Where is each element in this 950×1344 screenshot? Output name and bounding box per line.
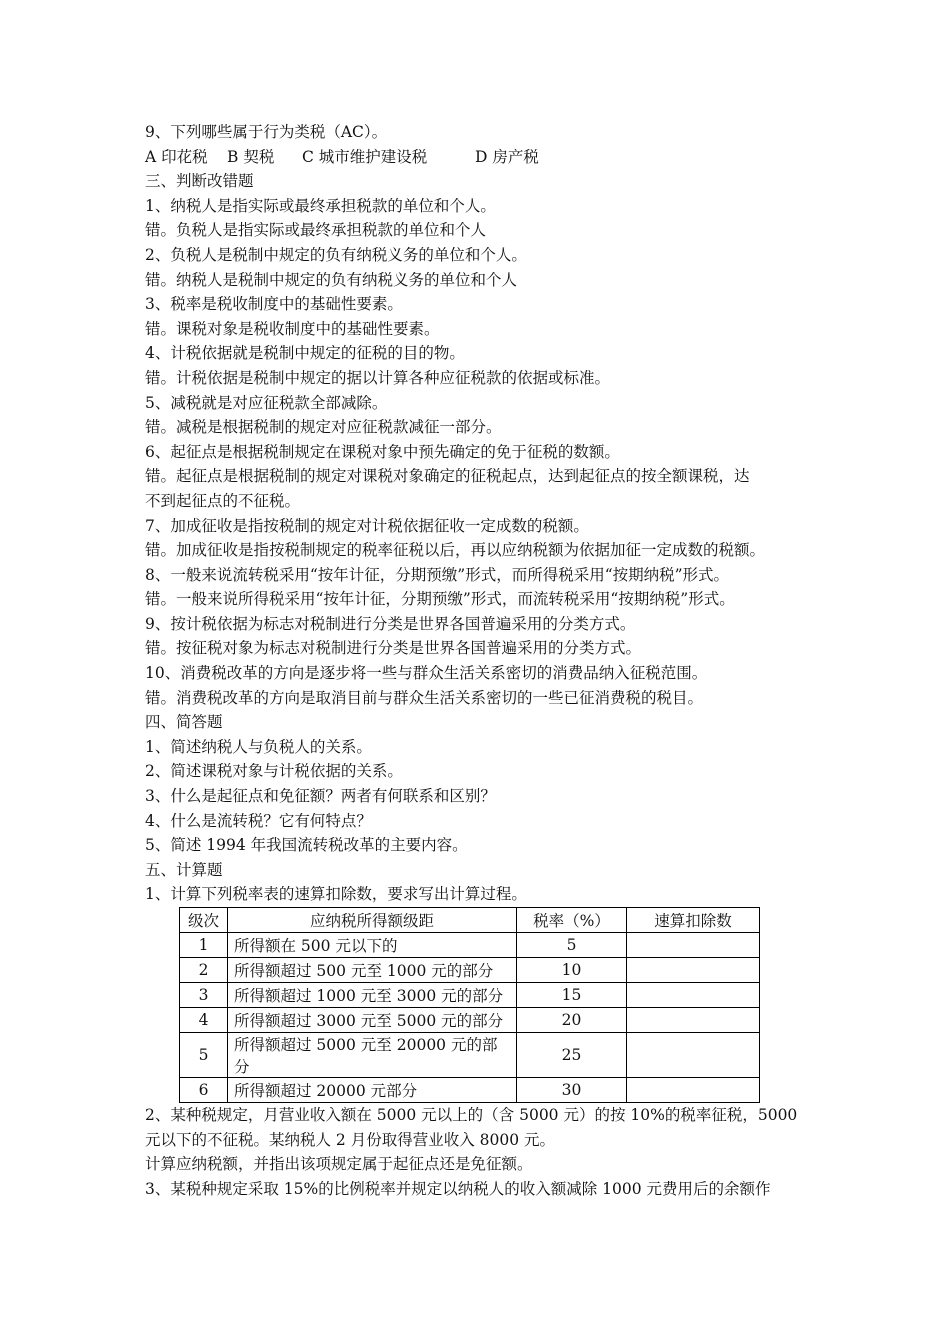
table-row [180, 1008, 760, 1033]
text-line: 错。纳税人是税制中规定的负有纳税义务的单位和个人 [145, 270, 518, 289]
cell-level: 4 [180, 1008, 228, 1033]
cell-rate: 25 [517, 1033, 627, 1078]
option-b: B 契税 [227, 147, 275, 166]
tax-rate-table [179, 907, 760, 1103]
text-line: 3、税率是税收制度中的基础性要素。 [145, 295, 403, 314]
text-line: 9、按计税依据为标志对税制进行分类是世界各国普遍采用的分类方式。 [145, 614, 636, 633]
cell-bracket: 所得额超过 1000 元至 3000 元的部分 [228, 983, 517, 1008]
text-line: 2、简述课税对象与计税依据的关系。 [145, 762, 403, 781]
table-body [180, 933, 760, 1103]
text-line: 2、某种税规定，月营业收入额在 5000 元以上的（含 5000 元）的按 10%的税率征税，5000 [145, 1106, 798, 1124]
option-c: C 城市维护建设税 [302, 147, 428, 166]
text-line: 不到起征点的不征税。 [145, 491, 301, 510]
header-bracket: 应纳税所得额级距 [228, 908, 517, 933]
option-a: A 印花税 [145, 147, 208, 166]
option-d: D 房产税 [475, 147, 539, 166]
header-level: 级次 [180, 908, 228, 933]
cell-rate: 5 [517, 933, 627, 958]
text-line: 1、简述纳税人与负税人的关系。 [145, 737, 372, 756]
table-row [180, 983, 760, 1008]
table-row [180, 933, 760, 958]
text-line: 7、加成征收是指按税制的规定对计税依据征收一定成数的税额。 [145, 516, 589, 535]
text-line: 5、减税就是对应征税款全部减除。 [145, 393, 388, 412]
cell-level: 1 [180, 933, 228, 958]
text-line: 四、简答题 [145, 713, 223, 732]
cell-rate: 15 [517, 983, 627, 1008]
text-line: 1、计算下列税率表的速算扣除数，要求写出计算过程。 [145, 885, 527, 904]
text-line: 1、纳税人是指实际或最终承担税款的单位和个人。 [145, 196, 496, 215]
text-line: 元以下的不征税。某纳税人 2 月份取得营业收入 8000 元。 [145, 1130, 556, 1149]
cell-deduction [627, 1008, 760, 1033]
text-line: 计算应纳税额，并指出该项规定属于起征点还是免征额。 [145, 1155, 533, 1174]
cell-deduction [627, 1033, 760, 1078]
table-row [180, 1078, 760, 1103]
cell-level: 2 [180, 958, 228, 983]
section-bottom [145, 1103, 815, 1201]
cell-bracket: 所得额在 500 元以下的 [228, 933, 517, 958]
text-line: 错。负税人是指实际或最终承担税款的单位和个人 [145, 221, 487, 240]
cell-level: 5 [180, 1033, 228, 1078]
cell-rate: 20 [517, 1008, 627, 1033]
text-line: 6、起征点是根据税制规定在课税对象中预先确定的免于征税的数额。 [145, 442, 620, 461]
text-line: 错。消费税改革的方向是取消目前与群众生活关系密切的一些已征消费税的税目。 [145, 688, 704, 707]
text-line: 错。起征点是根据税制的规定对课税对象确定的征税起点，达到起征点的按全额课税，达 [145, 467, 750, 486]
cell-deduction [627, 1078, 760, 1103]
text-line: 错。减税是根据税制的规定对应征税款减征一部分。 [145, 418, 502, 437]
cell-level: 6 [180, 1078, 228, 1103]
text-line: 3、某税种规定采取 15%的比例税率并规定以纳税人的收入额减除 1000 元费用后的余额作 [145, 1179, 771, 1198]
document-page [145, 120, 815, 1201]
text-line: 三、判断改错题 [145, 172, 254, 191]
text-line: 4、计税依据就是税制中规定的征税的目的物。 [145, 344, 465, 363]
table-header-row [180, 908, 760, 933]
text-line: 8、一般来说流转税采用“按年计征，分期预缴”形式，而所得税采用“按期纳税”形式。 [145, 565, 730, 584]
text-line: 错。按征税对象为标志对税制进行分类是世界各国普遍采用的分类方式。 [145, 639, 642, 658]
text-line: 错。一般来说所得税采用“按年计征，分期预缴”形式，而流转税采用“按期纳税”形式。 [145, 590, 735, 609]
text-line: 3、什么是起征点和免征额？两者有何联系和区别？ [145, 787, 496, 806]
table-row [180, 1033, 760, 1078]
text-line: 错。加成征收是指按税制规定的税率征税以后，再以应纳税额为依据加征一定成数的税额。 [145, 541, 766, 560]
header-rate: 税率（%） [517, 908, 627, 933]
text-line: 5、简述 1994 年我国流转税改革的主要内容。 [145, 836, 468, 855]
text-line: 五、计算题 [145, 860, 223, 879]
table-row [180, 958, 760, 983]
cell-bracket: 所得额超过 3000 元至 5000 元的部分 [228, 1008, 517, 1033]
text-line: 9、下列哪些属于行为类税（AC）。 [145, 123, 388, 141]
header-deduction: 速算扣除数 [627, 908, 760, 933]
cell-deduction [627, 983, 760, 1008]
cell-deduction [627, 933, 760, 958]
text-line: 错。课税对象是税收制度中的基础性要素。 [145, 319, 440, 338]
cell-deduction [627, 958, 760, 983]
cell-bracket: 所得额超过 500 元至 1000 元的部分 [228, 958, 517, 983]
text-line: 10、消费税改革的方向是逐步将一些与群众生活关系密切的消费品纳入征税范围。 [145, 664, 708, 683]
cell-rate: 30 [517, 1078, 627, 1103]
answer-options [145, 145, 815, 170]
cell-level: 3 [180, 983, 228, 1008]
text-line: 错。计税依据是税制中规定的据以计算各种应征税款的依据或标准。 [145, 368, 611, 387]
cell-rate: 10 [517, 958, 627, 983]
text-line: 4、什么是流转税？它有何特点？ [145, 811, 372, 830]
text-line: 2、负税人是税制中规定的负有纳税义务的单位和个人。 [145, 245, 527, 264]
section-top [145, 120, 815, 145]
cell-bracket: 所得额超过 5000 元至 20000 元的部分 [228, 1033, 517, 1078]
cell-bracket: 所得额超过 20000 元部分 [228, 1078, 517, 1103]
section-mid [145, 169, 815, 907]
